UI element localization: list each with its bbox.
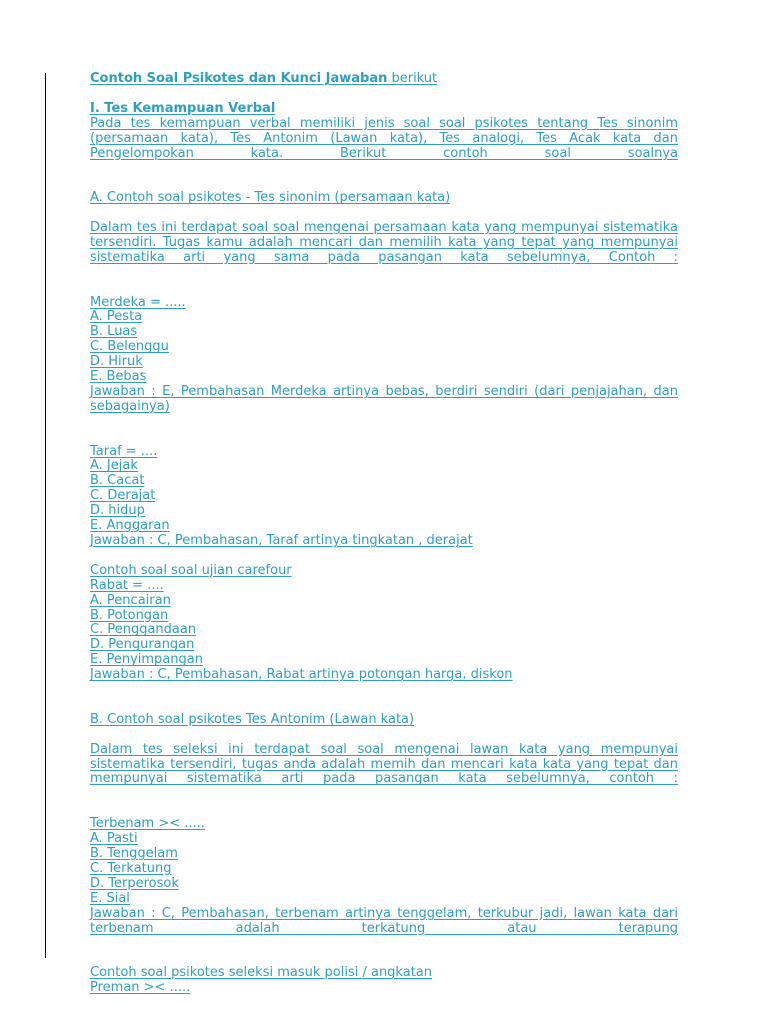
option-item: C. Terkatung	[90, 860, 172, 876]
answer-terbenam: Jawaban : C, Pembahasan, terbenam artinya tenggelam, terkubur jadi, lawan kata dari terbenam adalah terkatung atau terapung	[90, 905, 678, 936]
page-margin-line	[45, 73, 46, 958]
option-item: D. Pengurangan	[90, 637, 195, 653]
question-taraf: Taraf = ....	[90, 443, 158, 459]
option-item: D. Terperosok	[90, 875, 179, 891]
option-item: D. hidup	[90, 503, 145, 519]
option-item: E. Bebas	[90, 369, 147, 385]
option-item: D. Hiruk	[90, 354, 143, 370]
question-merdeka: Merdeka = .....	[90, 294, 186, 310]
option-item: A. Pesta	[90, 309, 143, 325]
section-intro-verbal: Pada tes kemampuan verbal memiliki jenis soal soal psikotes tentang Tes sinonim (persamaan kata), Tes Antonim (Lawan kata), Tes analogi, Tes Acak kata dan Pengelompokan kata. Berikut contoh soal soalnya	[90, 115, 678, 161]
context-carefour: Contoh soal soal ujian carefour	[90, 562, 292, 578]
option-item: B. Cacat	[90, 473, 145, 489]
subsection-intro-sinonim: Dalam tes ini terdapat soal soal mengenai persamaan kata yang mempunyai sistematika tersendiri. Tugas kamu adalah mencari dan memilih kata yang tepat yang mempunyai sistematika arti yang sama pada pasangan kata sebelumnya, Contoh :	[90, 220, 678, 265]
document-title	[90, 72, 678, 87]
question-terbenam: Terbenam >< .....	[90, 816, 205, 832]
option-item: E. Sial	[90, 890, 130, 906]
option-item: A. Jejak	[90, 458, 138, 474]
option-item: C. Belenggu	[90, 339, 169, 355]
subsection-heading-sinonim: A. Contoh soal psikotes - Tes sinonim (persamaan kata)	[90, 190, 451, 206]
question-preman: Preman >< .....	[90, 980, 191, 996]
option-item: B. Luas	[90, 324, 138, 340]
section-heading-verbal: I. Tes Kemampuan Verbal	[90, 100, 276, 116]
answer-taraf: Jawaban : C, Pembahasan, Taraf artinya tingkatan , derajat	[90, 533, 473, 549]
title-suffix: berikut	[387, 71, 438, 86]
option-item: B. Potongan	[90, 607, 169, 623]
option-item: A. Pasti	[90, 831, 138, 847]
option-item: E. Penyimpangan	[90, 652, 203, 668]
context-polisi: Contoh soal psikotes seleksi masuk polisi / angkatan	[90, 965, 432, 981]
answer-merdeka: Jawaban : E, Pembahasan Merdeka artinya bebas, berdiri sendiri (dari penjajahan, dan sebagainya)	[90, 383, 678, 414]
answer-rabat: Jawaban : C, Pembahasan, Rabat artinya potongan harga, diskon	[90, 667, 513, 683]
option-item: A. Pencairan	[90, 592, 171, 608]
title-link[interactable]: Contoh Soal Psikotes dan Kunci Jawaban	[90, 71, 388, 86]
subsection-intro-antonim: Dalam tes seleksi ini terdapat soal soal mengenai lawan kata yang mempunyai sistematika tersendiri, tugas anda adalah memih dan mencari kata kata yang tepat dan mempunyai sistematika arti pada pasangan kata sebelumnya, contoh :	[90, 741, 678, 787]
subsection-heading-antonim: B. Contoh soal psikotes Tes Antonim (Lawan kata)	[90, 711, 415, 727]
question-rabat: Rabat = ....	[90, 577, 164, 593]
option-item: C. Derajat	[90, 488, 156, 504]
option-item: C. Penggandaan	[90, 622, 197, 638]
document-body	[90, 72, 678, 996]
option-item: B. Tenggelam	[90, 845, 178, 861]
option-item: E. Anggaran	[90, 518, 170, 534]
